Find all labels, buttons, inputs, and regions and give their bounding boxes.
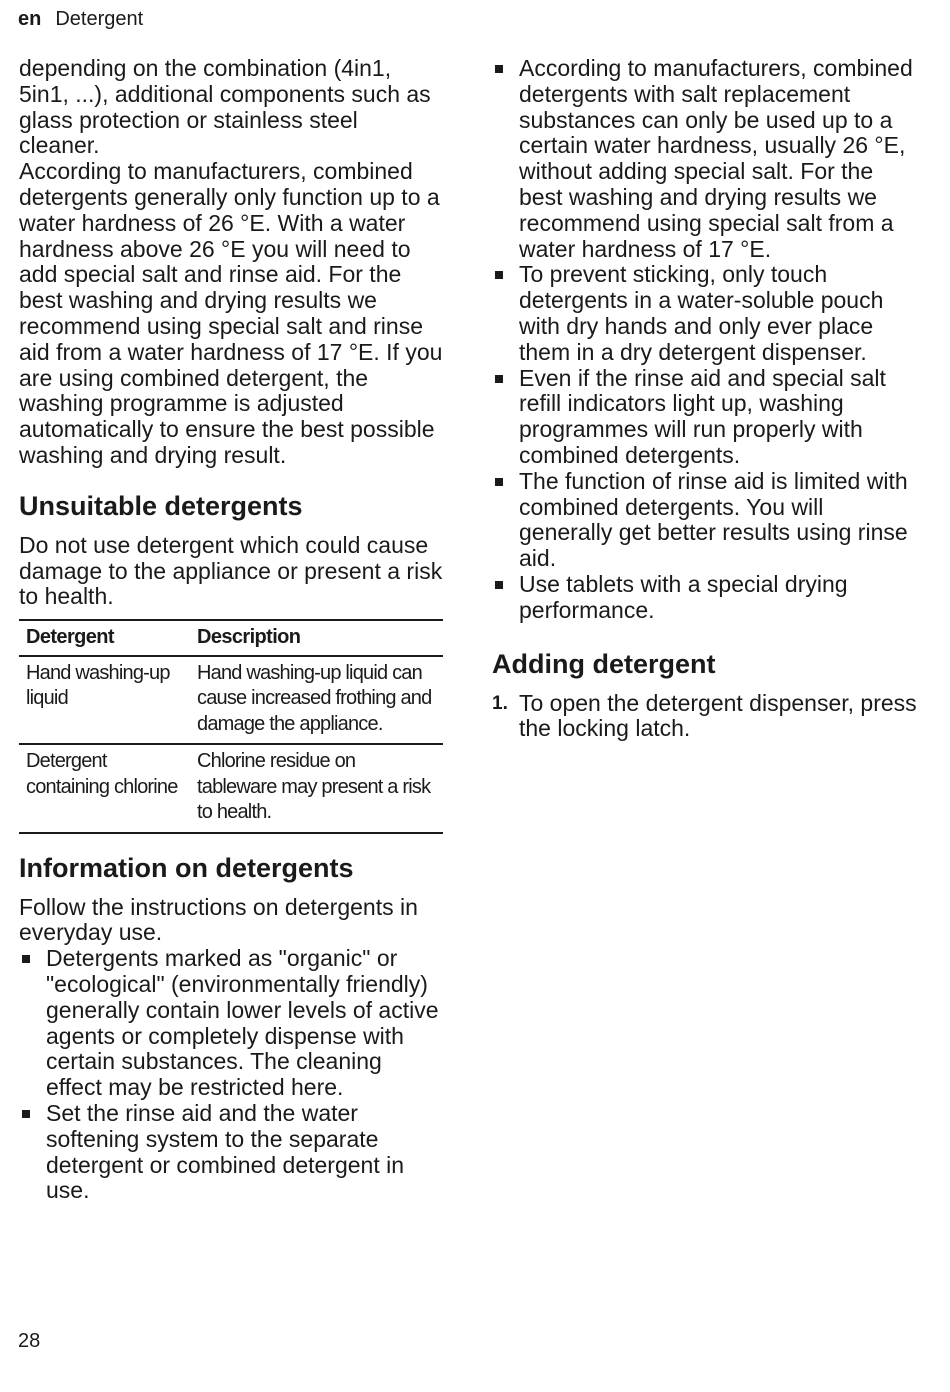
- table-cell-detergent: Hand washing-up liquid: [19, 656, 190, 745]
- table-row: [19, 656, 443, 745]
- page-number: 28: [18, 1330, 41, 1352]
- bullet-square-icon: [495, 581, 503, 589]
- list-item: Detergents marked as "organic" or "ecological" (environmentally friendly) generally contain lower levels of active agents or completely dispense with certain substances. The cleaning effect may be restricted here.: [19, 946, 443, 1101]
- bullet-square-icon: [495, 271, 503, 279]
- language-code: en: [18, 8, 42, 30]
- table-cell-description: Chlorine residue on tableware may present a risk to health.: [190, 744, 443, 833]
- bullet-square-icon: [22, 1110, 30, 1118]
- combined-detergent-bullet-list: [492, 56, 922, 624]
- step-item: [492, 691, 922, 743]
- bullet-square-icon: [495, 375, 503, 383]
- list-item: Set the rinse aid and the water softening system to the separate detergent or combined detergent in use.: [19, 1101, 443, 1204]
- list-item: Use tablets with a special drying performance.: [492, 572, 922, 624]
- bullet-square-icon: [495, 65, 503, 73]
- intro-paragraph-2: According to manufacturers, combined detergents generally only function up to a water hardness of 26 °E. With a water hardness above 26 °E you will need to add special salt and rinse aid. For the best washing and drying results we recommend using special salt and rinse aid from a water hardness of 17 °E. If you are using combined detergent, the washing programme is adjusted automatically to ensure the best possible washing and drying result.: [19, 158, 443, 468]
- unsuitable-detergents-heading: Unsuitable detergents: [19, 490, 303, 521]
- adding-detergent-heading: Adding detergent: [492, 648, 716, 679]
- information-text: Follow the instructions on detergents in everyday use.: [19, 893, 418, 946]
- table-row: [19, 744, 443, 833]
- left-column: [19, 56, 443, 1204]
- right-column: [492, 56, 922, 742]
- table-header-description: Description: [190, 620, 443, 656]
- table-header-row: [19, 620, 443, 656]
- unsuitable-detergents-table: [19, 619, 443, 834]
- section-title: Detergent: [55, 8, 144, 30]
- table-cell-detergent: Detergent containing chlorine: [19, 744, 190, 833]
- intro-paragraph-1: depending on the combination (4in1, 5in1, ...), additional components such as glass protection or stainless steel cleaner.: [19, 55, 431, 159]
- bullet-square-icon: [22, 955, 30, 963]
- table-cell-description: Hand washing-up liquid can cause increased frothing and damage the appliance.: [190, 656, 443, 745]
- information-heading: Information on detergents: [19, 852, 354, 883]
- list-item: The function of rinse aid is limited with combined detergents. You will generally get better results using rinse aid.: [492, 469, 922, 572]
- unsuitable-detergents-text: Do not use detergent which could cause damage to the appliance or present a risk to health.: [19, 531, 443, 610]
- list-item: According to manufacturers, combined detergents with salt replacement substances can only be used up to a certain water hardness, usually 26 °E, without adding special salt. For the best washing and drying results we recommend using special salt from a water hardness of 17 °E.: [492, 56, 922, 262]
- table-header-detergent: Detergent: [19, 620, 190, 656]
- list-item: To prevent sticking, only touch detergents in a water-soluble pouch with dry hands and only ever place them in a dry detergent dispenser.: [492, 262, 922, 365]
- information-bullet-list: [19, 946, 443, 1204]
- bullet-square-icon: [495, 478, 503, 486]
- page-header: [18, 8, 143, 31]
- adding-detergent-steps: [492, 691, 922, 743]
- list-item: Even if the rinse aid and special salt refill indicators light up, washing programmes will run properly with combined detergents.: [492, 366, 922, 469]
- step-text: To open the detergent dispenser, press the locking latch.: [519, 689, 917, 742]
- step-number: 1.: [492, 692, 508, 714]
